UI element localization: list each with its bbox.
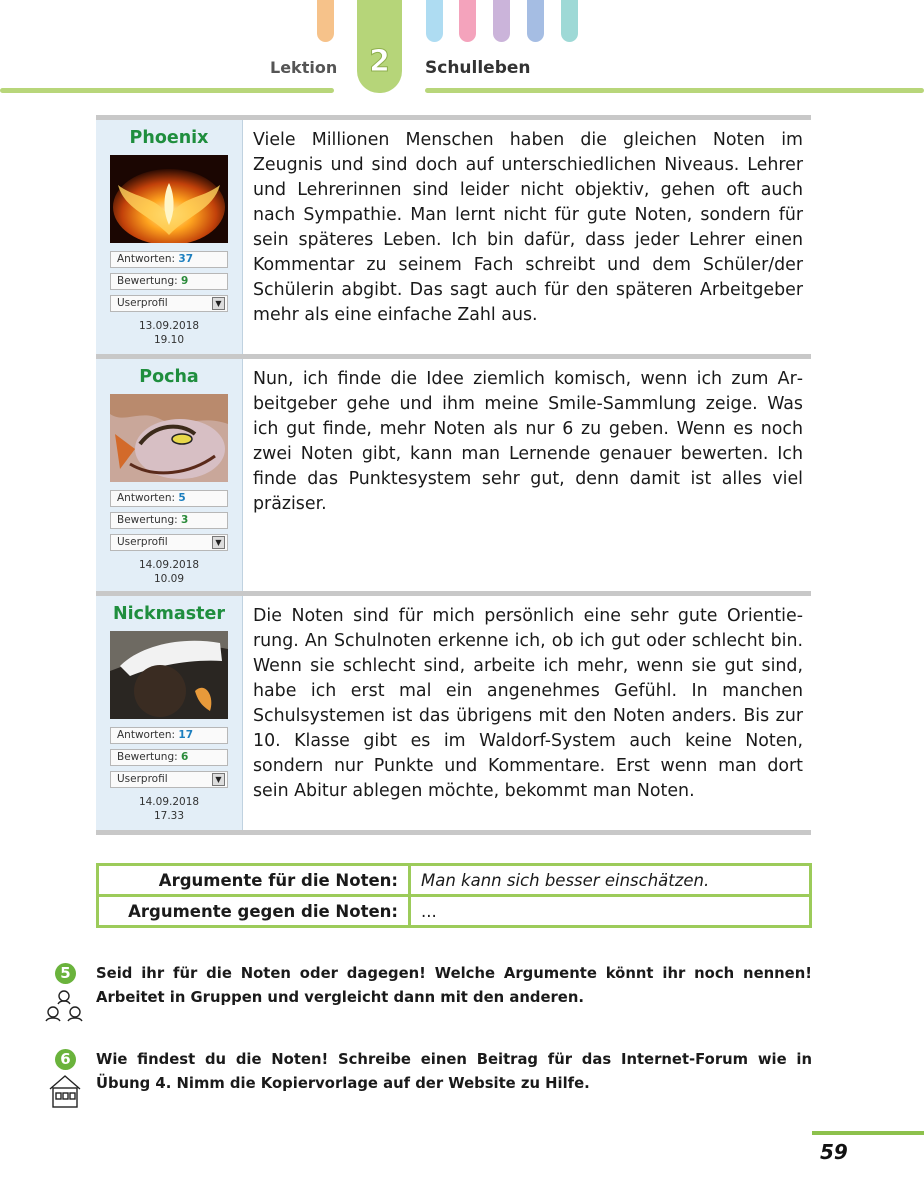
- arguments-table: [96, 863, 812, 928]
- arguments-against-label: Argumente gegen die Noten:: [98, 896, 410, 927]
- dropdown-arrow-icon[interactable]: ▼: [212, 297, 225, 310]
- chapter-title: Schulleben: [425, 58, 531, 78]
- chapter-tab: [527, 0, 544, 42]
- arguments-for-label: Argumente für die Noten:: [98, 865, 410, 896]
- arguments-against-value: ...: [410, 896, 811, 927]
- post-date: 14.09.2018: [138, 559, 200, 571]
- forum-post: [96, 591, 811, 835]
- homework-house-icon: [48, 1073, 82, 1109]
- userprofile-dropdown[interactable]: Userprofil ▼: [110, 534, 228, 551]
- post-date: 14.09.2018: [138, 796, 200, 808]
- chapter-tab: [493, 0, 510, 42]
- exercise-instruction: Seid ihr für die Noten oder dagegen! Welche Argumente könnt ihr noch nennen! Arbeitet in Gruppen und vergleicht dann mit den anderen.: [96, 965, 812, 1006]
- username-link[interactable]: Nickmaster: [113, 604, 225, 624]
- nickmaster-avatar: [110, 631, 228, 719]
- answers-count: Antworten: 37: [110, 251, 228, 268]
- chapter-tabs: [0, 0, 924, 45]
- forum-post: [96, 115, 811, 354]
- post-text: Nun, ich finde die Idee ziemlich komisch, wenn ich zum Arbeitgeber gehe und ihm meine Smile-Sammlung zeige. Was ich gut finde, mehr Noten als nur 6 zu geben. Wenn es noch zwei Noten gibt, kann man Lernende genauer bewerten. Ich finde das Punktesystem sehr gut, denn damit ist alles viel präziser.: [253, 369, 803, 514]
- header-rule-right: [425, 88, 924, 93]
- user-panel: [96, 120, 243, 354]
- exercise-number: 5: [55, 963, 76, 984]
- lesson-number: 2: [369, 44, 390, 79]
- lektion-label: Lektion: [270, 58, 338, 77]
- userprofile-dropdown[interactable]: Userprofil ▼: [110, 771, 228, 788]
- page-number: 59: [820, 1140, 848, 1164]
- exercise-instruction: Wie findest du die Noten! Schreibe einen Beitrag für das Internet-Forum wie in Übung 4. Nimm die Kopiervorlage auf der Website zu Hilfe.: [96, 1051, 812, 1092]
- forum-post: [96, 354, 811, 591]
- lesson-badge: [357, 0, 402, 93]
- chapter-tab: [459, 0, 476, 42]
- chapter-tab: [561, 0, 578, 42]
- user-panel: [96, 359, 243, 591]
- answers-count: Antworten: 17: [110, 727, 228, 744]
- post-date: 13.09.2018: [138, 320, 200, 332]
- header-rule-left: [0, 88, 334, 93]
- footer-rule: [812, 1131, 924, 1135]
- rating-count: Bewertung: 6: [110, 749, 228, 766]
- group-work-icon: [44, 988, 84, 1024]
- phoenix-avatar: [110, 155, 228, 243]
- rating-count: Bewertung: 3: [110, 512, 228, 529]
- answers-count: Antworten: 5: [110, 490, 228, 507]
- post-time: 17.33: [153, 810, 185, 822]
- exercise-number: 6: [55, 1049, 76, 1070]
- chapter-tab: [317, 0, 334, 42]
- post-text: Die Noten sind für mich persönlich eine sehr gute Orientierung. An Schulnoten erkenne ich, ob ich gut oder schlecht bin. Wenn sie schlecht sind, arbeite ich mehr, wenn sie gut sind, habe ich erst mal ein angenehmes Gefühl. In manchen Schulsystemen ist das übrigens mit den Noten anders. Bis zur 10. Klasse gibt es im Waldorf-System auch keine Noten, sondern nur Punkte und Kommentare. Erst wenn man dort sein Abitur ablegen möchte, bekommt man Noten.: [253, 606, 803, 801]
- post-text: Viele Millionen Menschen haben die gleichen Noten im Zeugnis und sind doch auf unterschiedlichen Niveaus. Lehrer und Lehrerinnen sind leider nicht objektiv, gehen oft auch nach Sympathie. Man lernt nicht für gute Noten, sondern für sein späteres Leben. Ich bin dafür, dass jeder Lehrer einen Kommentar zu seinem Fach schreibt und dem Schüler/der Schülerin abgibt. Das sagt auch für den späteren Arbeitgeber mehr als eine einfache Zahl aus.: [253, 130, 803, 325]
- dropdown-arrow-icon[interactable]: ▼: [212, 773, 225, 786]
- table-row: [98, 865, 811, 896]
- post-time: 19.10: [153, 334, 185, 346]
- dropdown-arrow-icon[interactable]: ▼: [212, 536, 225, 549]
- chapter-tab: [426, 0, 443, 42]
- post-time: 10.09: [153, 573, 185, 585]
- username-link[interactable]: Phoenix: [129, 128, 209, 148]
- rating-count: Bewertung: 9: [110, 273, 228, 290]
- username-link[interactable]: Pocha: [139, 367, 199, 387]
- user-panel: [96, 596, 243, 830]
- pocha-avatar: [110, 394, 228, 482]
- userprofile-dropdown[interactable]: Userprofil ▼: [110, 295, 228, 312]
- forum-thread: [96, 115, 811, 835]
- table-row: [98, 896, 811, 927]
- arguments-for-value: Man kann sich besser einschätzen.: [410, 865, 811, 896]
